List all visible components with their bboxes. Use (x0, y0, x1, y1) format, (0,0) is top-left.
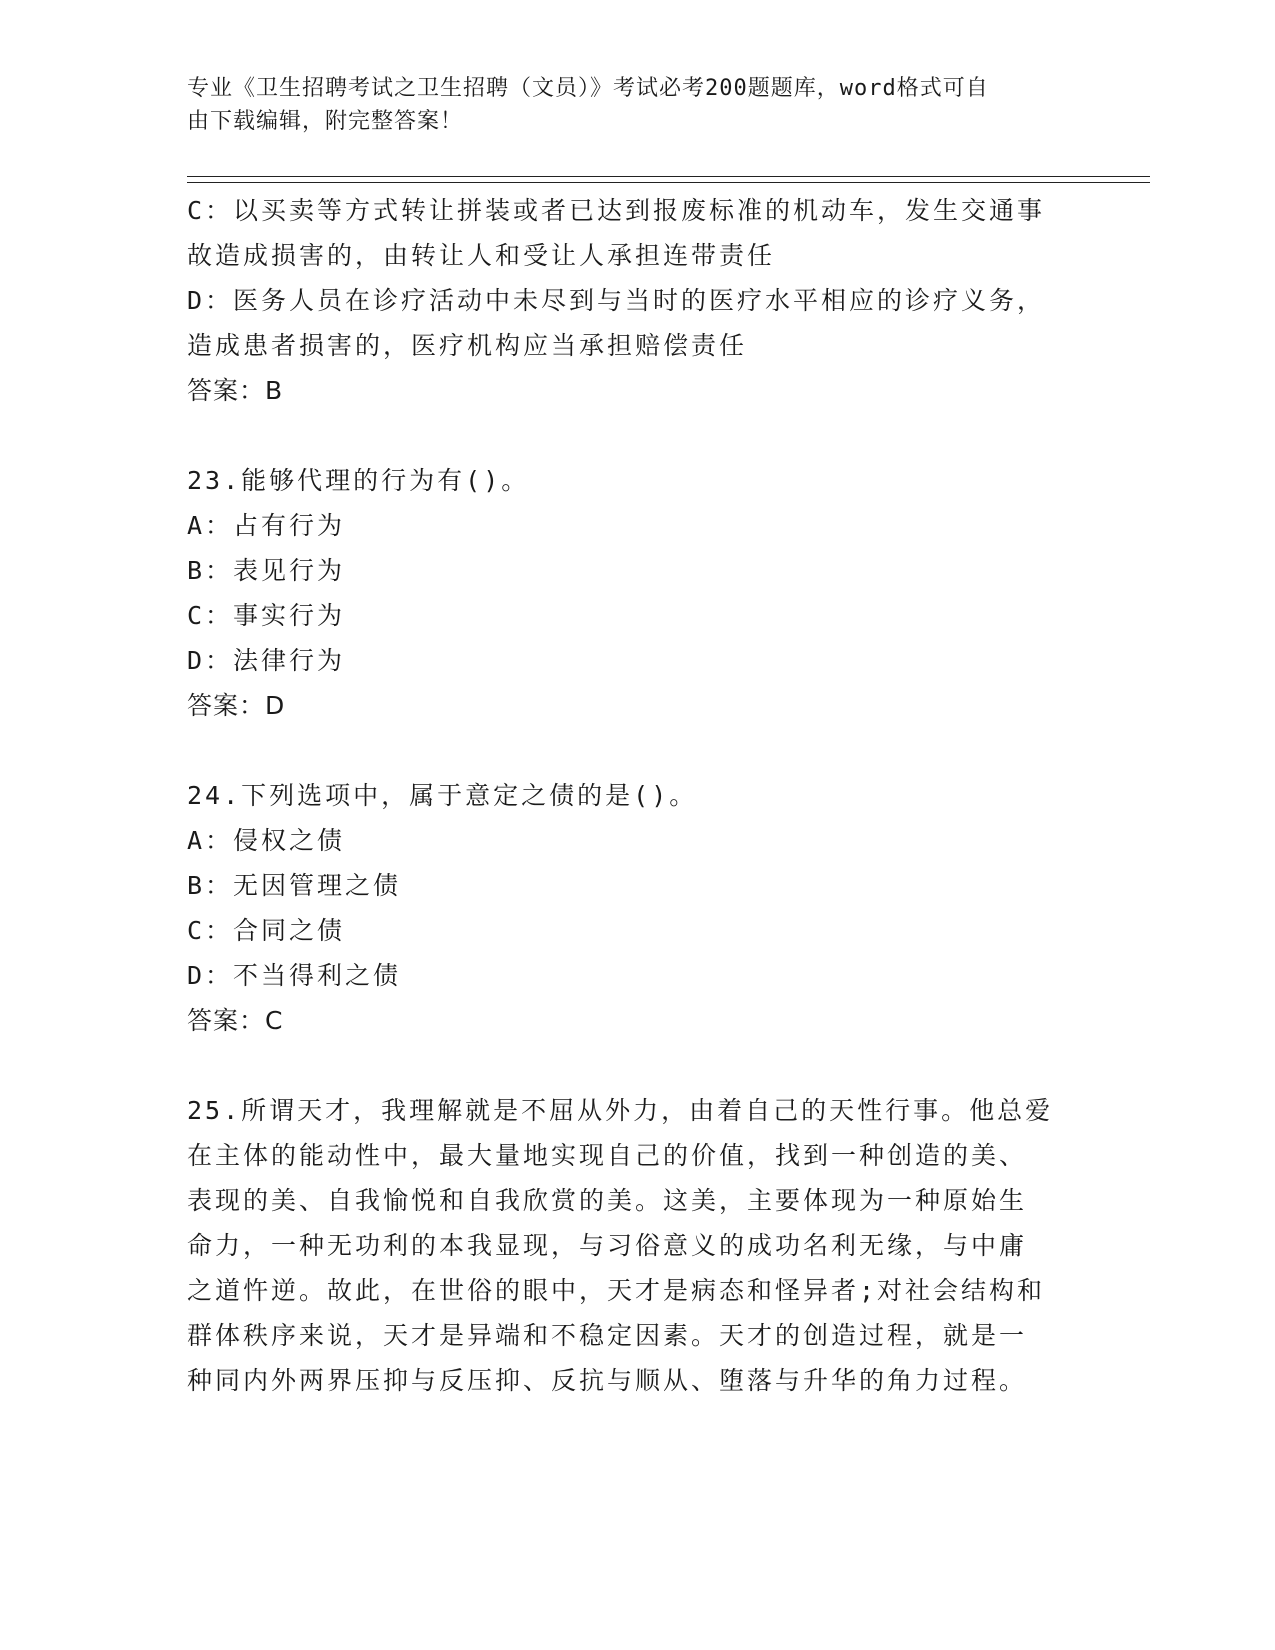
spacer (187, 413, 1067, 458)
option-d: D：不当得利之债 (187, 961, 402, 990)
header-line-1: 专业《卫生招聘考试之卫生招聘（文员）》考试必考200题题库，word格式可自 (187, 76, 989, 101)
answer-label: 答案：D (187, 691, 286, 720)
option-a: A：侵权之债 (187, 826, 346, 855)
passage-line-3: 表现的美、自我愉悦和自我欣赏的美。这美，主要体现为一种原始生 (187, 1186, 1028, 1215)
option-d: D：医务人员在诊疗活动中未尽到与当时的医疗水平相应的诊疗义务， (187, 286, 1046, 315)
passage-line-7: 种同内外两界压抑与反压抑、反抗与顺从、堕落与升华的角力过程。 (187, 1366, 1028, 1395)
document-body (187, 188, 1067, 1403)
question-stem: 23.能够代理的行为有()。 (187, 466, 530, 495)
passage-line-4: 命力，一种无功利的本我显现，与习俗意义的成功名利无缘，与中庸 (187, 1231, 1028, 1260)
answer-label: 答案：B (187, 376, 284, 405)
passage-line-5: 之道忤逆。故此，在世俗的眼中，天才是病态和怪异者;对社会结构和 (187, 1276, 1046, 1305)
option-b: B：无因管理之债 (187, 871, 402, 900)
question-23 (187, 458, 1067, 728)
question-24 (187, 773, 1067, 1043)
header-divider (187, 176, 1150, 183)
option-d-continued: 造成患者损害的，医疗机构应当承担赔偿责任 (187, 331, 748, 360)
passage-line-2: 在主体的能动性中，最大量地实现自己的价值，找到一种创造的美、 (187, 1141, 1028, 1170)
option-c: C：以买卖等方式转让拼装或者已达到报废标准的机动车，发生交通事 (187, 196, 1046, 225)
spacer (187, 728, 1067, 773)
option-d: D：法律行为 (187, 646, 346, 675)
document-header (187, 72, 1067, 138)
passage-line-6: 群体秩序来说，天才是异端和不稳定因素。天才的创造过程，就是一 (187, 1321, 1028, 1350)
option-c: C：事实行为 (187, 601, 346, 630)
option-c-continued: 故造成损害的，由转让人和受让人承担连带责任 (187, 241, 776, 270)
option-b: B：表见行为 (187, 556, 346, 585)
question-22-continued (187, 188, 1067, 413)
spacer (187, 1043, 1067, 1088)
answer-label: 答案：C (187, 1006, 284, 1035)
question-25 (187, 1088, 1067, 1403)
option-a: A：占有行为 (187, 511, 346, 540)
option-c: C：合同之债 (187, 916, 346, 945)
question-stem: 24.下列选项中，属于意定之债的是()。 (187, 781, 698, 810)
header-line-2: 由下载编辑，附完整答案！ (187, 109, 464, 134)
passage-line-1: 25.所谓天才，我理解就是不屈从外力，由着自己的天性行事。他总爱 (187, 1096, 1054, 1125)
